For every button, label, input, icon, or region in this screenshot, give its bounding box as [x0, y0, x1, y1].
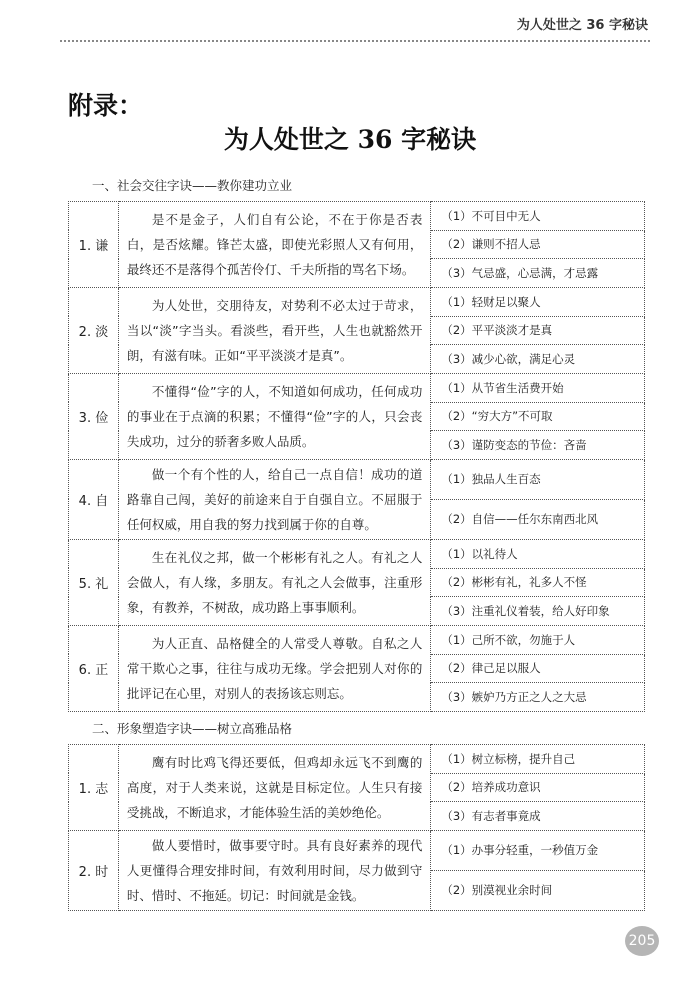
row-tip: （2）律己足以服人	[431, 654, 645, 683]
row-tip: （1）不可目中无人	[431, 202, 645, 231]
row-tip: （3）减少心欲，满足心灵	[431, 345, 645, 374]
row-key: 1. 谦	[69, 202, 119, 288]
row-tip: （2）别漠视业余时间	[431, 870, 645, 910]
table-row	[69, 539, 645, 568]
row-tip: （1）从节省生活费开始	[431, 373, 645, 402]
row-description: 为人正直、品格健全的人常受人尊敬。自私之人常干欺心之事，往往与成功无缘。学会把别人对你的批评记在心里，对别人的表扬该忘则忘。	[118, 625, 430, 711]
row-description: 鹰有时比鸡飞得还要低，但鸡却永远飞不到鹰的高度，对于人类来说，这就是目标定位。人生只有接受挑战，不断追求，才能体验生活的美妙绝伦。	[118, 745, 430, 831]
row-tip: （1）以礼待人	[431, 539, 645, 568]
row-key: 3. 俭	[69, 373, 119, 459]
table-row	[69, 745, 645, 774]
row-description: 生在礼仪之邦，做一个彬彬有礼之人。有礼之人会做人，有人缘，多朋友。有礼之人会做事，注重形象，有教养，不树敌，成功路上事事顺利。	[118, 539, 430, 625]
row-tip: （1）己所不欲，勿施于人	[431, 625, 645, 654]
row-tip: （2）自信——任尔东南西北风	[431, 499, 645, 539]
section-table	[68, 744, 645, 911]
section-table	[68, 201, 645, 712]
page-title: 为人处世之 36 字秘诀	[223, 125, 477, 154]
table-row	[69, 202, 645, 231]
header-divider	[60, 40, 650, 42]
row-tip: （3）气忌盛，心忌满，才忌露	[431, 259, 645, 288]
row-tip: （2）平平淡淡才是真	[431, 316, 645, 345]
row-tip: （2）“穷大方”不可取	[431, 402, 645, 431]
row-tip: （1）树立标榜，提升自己	[431, 745, 645, 774]
section-heading: 二、形象塑造字诀——树立高雅品格	[92, 721, 293, 736]
row-description: 做人要惜时，做事要守时。具有良好素养的现代人更懂得合理安排时间，有效利用时间，尽力做到守时、惜时、不拖延。切记：时间就是金钱。	[118, 830, 430, 910]
row-tip: （2）谦则不招人忌	[431, 230, 645, 259]
table-row	[69, 373, 645, 402]
table-row	[69, 287, 645, 316]
row-tip: （3）有志者事竟成	[431, 802, 645, 831]
row-tip: （2）彬彬有礼，礼多人不怪	[431, 568, 645, 597]
row-tip: （2）培养成功意识	[431, 773, 645, 802]
row-tip: （1）轻财足以聚人	[431, 287, 645, 316]
row-tip: （3）谨防变态的节俭：吝啬	[431, 431, 645, 460]
row-description: 为人处世，交朋待友，对势利不必太过于苛求，当以“淡”字当头。看淡些，看开些，人生也就豁然开朗，有滋有味。正如“平平淡淡才是真”。	[118, 287, 430, 373]
section-heading: 一、社会交往字诀——教你建功立业	[92, 178, 293, 193]
row-tip: （1）办事分轻重，一秒值万金	[431, 830, 645, 870]
running-header: 为人处世之 36 字秘诀	[516, 18, 648, 33]
row-key: 6. 正	[69, 625, 119, 711]
appendix-label: 附录：	[68, 91, 144, 120]
page-number: 205	[625, 926, 659, 956]
row-key: 2. 时	[69, 830, 119, 910]
row-description: 做一个有个性的人，给自己一点自信！成功的道路靠自己闯，美好的前途来自于自强自立。不屈服于任何权威，用自我的努力找到属于你的自尊。	[118, 459, 430, 539]
row-tip: （3）注重礼仪着装，给人好印象	[431, 597, 645, 626]
row-key: 4. 自	[69, 459, 119, 539]
row-key: 1. 志	[69, 745, 119, 831]
row-tip: （3）嫉妒乃方正之人之大忌	[431, 683, 645, 712]
table-row	[69, 459, 645, 499]
row-description: 不懂得“俭”字的人，不知道如何成功，任何成功的事业在于点滴的积累；不懂得“俭”字的人，只会丧失成功，过分的骄奢多败人品质。	[118, 373, 430, 459]
row-tip: （1）独品人生百态	[431, 459, 645, 499]
row-key: 2. 淡	[69, 287, 119, 373]
row-description: 是不是金子，人们自有公论，不在于你是否表白，是否炫耀。锋芒太盛，即使光彩照人又有何用，最终还不是落得个孤苦伶仃、千夫所指的骂名下场。	[118, 202, 430, 288]
table-row	[69, 830, 645, 870]
row-key: 5. 礼	[69, 539, 119, 625]
table-row	[69, 625, 645, 654]
